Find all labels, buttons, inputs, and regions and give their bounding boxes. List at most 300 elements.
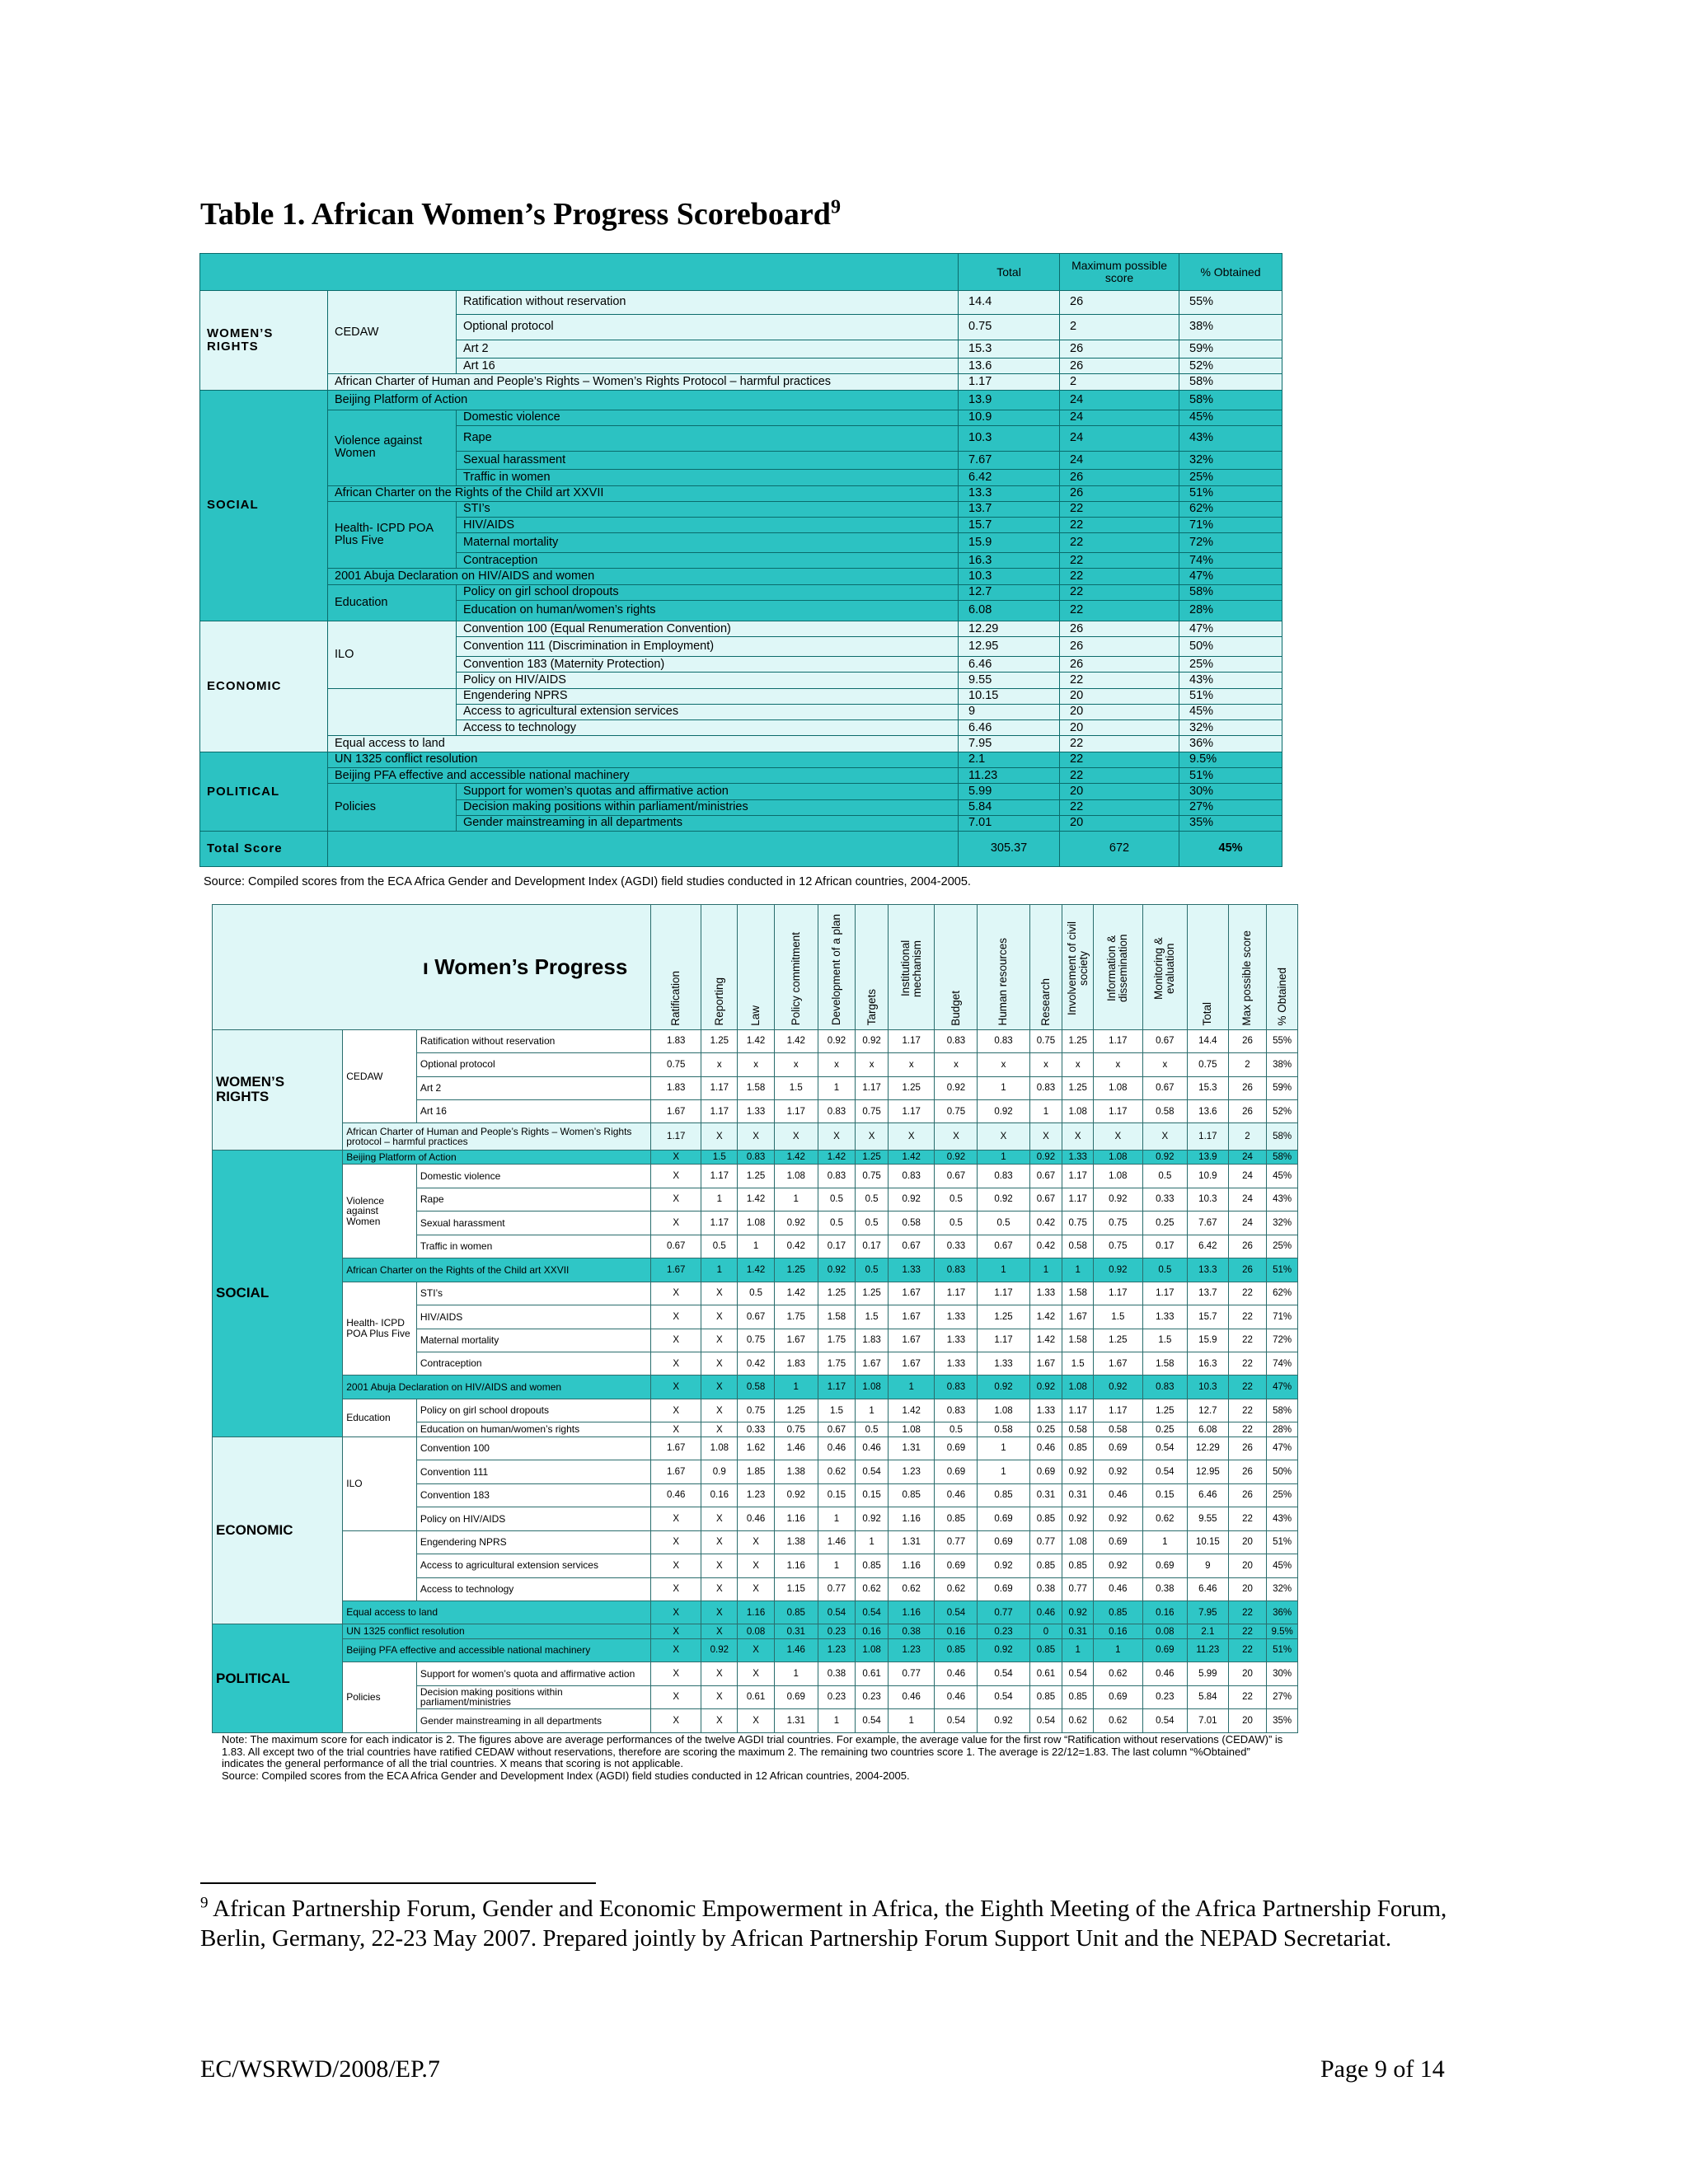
score-cell: 22: [1228, 1685, 1266, 1708]
row-label: African Charter on the Rights of the Child art XXVII: [328, 485, 959, 501]
percent-obtained: 55%: [1179, 291, 1282, 315]
score-cell: 0.83: [978, 1165, 1029, 1188]
table2-row: [213, 1662, 1298, 1685]
score-cell: 1.46: [774, 1436, 818, 1460]
score-cell: 28%: [1267, 1422, 1298, 1436]
score-cell: 6.08: [1187, 1422, 1228, 1436]
score-cell: 1.08: [1094, 1165, 1143, 1188]
max-score-value: 24: [1060, 410, 1179, 425]
score-cell: 5.84: [1187, 1685, 1228, 1708]
score-cell: x: [978, 1053, 1029, 1076]
score-cell: 0.61: [856, 1662, 889, 1685]
score-cell: 0.46: [818, 1436, 855, 1460]
column-header: % Obtained: [1179, 254, 1282, 291]
score-cell: 0.16: [1094, 1624, 1143, 1638]
table2-title: ı Women’s Progress: [213, 905, 651, 1030]
score-cell: 1.83: [856, 1329, 889, 1352]
score-cell: x: [1062, 1053, 1094, 1076]
score-cell: X: [651, 1601, 701, 1624]
percent-obtained: 9.5%: [1179, 752, 1282, 767]
score-cell: 0.54: [1029, 1709, 1062, 1733]
score-cell: X: [701, 1685, 738, 1708]
score-cell: 0.62: [889, 1577, 935, 1601]
row-label: Art 16: [416, 1099, 650, 1122]
score-cell: X: [651, 1624, 701, 1638]
score-cell: 0.61: [738, 1685, 774, 1708]
score-cell: 12.7: [1187, 1399, 1228, 1422]
score-cell: 1.33: [935, 1305, 978, 1329]
score-cell: 74%: [1267, 1352, 1298, 1376]
table1-row: [200, 688, 1282, 704]
score-cell: 30%: [1267, 1662, 1298, 1685]
total-value: 7.01: [959, 815, 1060, 831]
score-cell: 1.31: [889, 1436, 935, 1460]
score-cell: x: [701, 1053, 738, 1076]
score-cell: x: [856, 1053, 889, 1076]
row-label: Support for women’s quota and affirmative action: [416, 1662, 650, 1685]
score-cell: 0.85: [1029, 1685, 1062, 1708]
score-cell: x: [818, 1053, 855, 1076]
percent-obtained: 62%: [1179, 501, 1282, 517]
score-cell: 45%: [1267, 1165, 1298, 1188]
percent-obtained: 32%: [1179, 720, 1282, 736]
score-cell: 71%: [1267, 1305, 1298, 1329]
total-value: 10.3: [959, 569, 1060, 584]
score-cell: 1.33: [1062, 1150, 1094, 1164]
percent-obtained: 32%: [1179, 451, 1282, 470]
score-cell: 0.5: [935, 1212, 978, 1235]
score-cell: 0.5: [818, 1188, 855, 1211]
score-cell: 1.46: [774, 1638, 818, 1661]
score-cell: x: [935, 1053, 978, 1076]
score-cell: X: [701, 1577, 738, 1601]
score-cell: x: [1142, 1053, 1187, 1076]
score-cell: 1: [818, 1554, 855, 1577]
score-cell: 0.77: [818, 1577, 855, 1601]
table1-row: [200, 374, 1282, 390]
score-cell: 1.17: [774, 1099, 818, 1122]
max-score-value: 22: [1060, 752, 1179, 767]
score-cell: 0.75: [1094, 1235, 1143, 1258]
score-cell: 0.85: [935, 1507, 978, 1530]
row-label: Beijing PFA effective and accessible national machinery: [343, 1638, 651, 1661]
score-cell: 0.16: [701, 1483, 738, 1507]
percent-obtained: 27%: [1179, 799, 1282, 815]
total-value: 13.6: [959, 359, 1060, 374]
row-label: Policy on girl school dropouts: [416, 1399, 650, 1422]
score-cell: X: [701, 1530, 738, 1554]
score-cell: 0.92: [818, 1029, 855, 1052]
score-cell: 9.55: [1187, 1507, 1228, 1530]
total-blank: [328, 832, 959, 867]
score-cell: 1.75: [818, 1352, 855, 1376]
score-cell: 0.46: [738, 1507, 774, 1530]
score-cell: 52%: [1267, 1099, 1298, 1122]
table1-row: [200, 410, 1282, 425]
score-cell: 0.62: [856, 1577, 889, 1601]
score-cell: 0.67: [1142, 1076, 1187, 1099]
total-value: 9: [959, 704, 1060, 719]
score-cell: 0.83: [935, 1376, 978, 1399]
table2-row: [213, 1150, 1298, 1164]
score-cell: 1: [978, 1258, 1029, 1282]
score-cell: x: [889, 1053, 935, 1076]
score-cell: 7.67: [1187, 1212, 1228, 1235]
score-cell: 14.4: [1187, 1029, 1228, 1052]
score-cell: 43%: [1267, 1507, 1298, 1530]
score-cell: 0.92: [701, 1638, 738, 1661]
group-label: Health- ICPD POA Plus Five: [343, 1282, 417, 1376]
column-header-text: Monitoring & evaluation: [1152, 936, 1177, 1000]
score-cell: 1.17: [701, 1076, 738, 1099]
score-cell: X: [701, 1709, 738, 1733]
score-cell: 0.75: [856, 1165, 889, 1188]
score-cell: 1.25: [1142, 1399, 1187, 1422]
score-cell: 0.67: [651, 1235, 701, 1258]
percent-obtained: 58%: [1179, 584, 1282, 600]
score-cell: 1.38: [774, 1460, 818, 1483]
score-cell: 0.85: [1094, 1601, 1143, 1624]
score-cell: X: [701, 1329, 738, 1352]
score-cell: 1.42: [889, 1150, 935, 1164]
score-cell: 13.9: [1187, 1150, 1228, 1164]
score-cell: 10.3: [1187, 1188, 1228, 1211]
score-cell: 0.62: [818, 1460, 855, 1483]
table2-row: [213, 1123, 1298, 1151]
row-label: Gender mainstreaming in all departments: [416, 1709, 650, 1733]
document-symbol: EC/WSRWD/2008/EP.7: [200, 2055, 440, 2083]
score-cell: 0.69: [935, 1436, 978, 1460]
score-cell: 1.67: [889, 1305, 935, 1329]
score-cell: 1.25: [818, 1282, 855, 1305]
row-label: Maternal mortality: [457, 533, 959, 553]
table1-row: [200, 736, 1282, 752]
max-score-value: 20: [1060, 784, 1179, 799]
row-label: Ratification without reservation: [416, 1029, 650, 1052]
score-cell: 1.31: [889, 1530, 935, 1554]
max-score-value: 22: [1060, 673, 1179, 688]
detailed-table-body: [213, 905, 1298, 1733]
score-cell: 0.5: [738, 1282, 774, 1305]
total-value: 6.46: [959, 657, 1060, 673]
score-cell: 1.25: [774, 1258, 818, 1282]
table-title: Table 1. African Women’s Progress Scoreboard$^9$: [200, 196, 841, 232]
score-cell: 1.08: [701, 1436, 738, 1460]
score-cell: 0.23: [1142, 1685, 1187, 1708]
score-cell: 0.92: [1062, 1601, 1094, 1624]
max-score-value: 22: [1060, 533, 1179, 553]
table2-source: Source: Compiled scores from the ECA Africa Gender and Development Index (AGDI) field studies conducted in 12 African countries, 2004-2005.: [222, 1769, 910, 1782]
score-cell: 24: [1228, 1212, 1266, 1235]
score-cell: x: [774, 1053, 818, 1076]
score-cell: 1.83: [774, 1352, 818, 1376]
score-cell: 62%: [1267, 1282, 1298, 1305]
row-label: Optional protocol: [457, 314, 959, 340]
score-cell: 0.58: [978, 1422, 1029, 1436]
score-cell: 0.92: [818, 1258, 855, 1282]
score-cell: X: [701, 1376, 738, 1399]
score-cell: X: [701, 1399, 738, 1422]
score-cell: 24: [1228, 1165, 1266, 1188]
score-cell: 0.25: [1142, 1212, 1187, 1235]
table1-row: [200, 569, 1282, 584]
score-cell: 1: [1029, 1258, 1062, 1282]
score-cell: 51%: [1267, 1638, 1298, 1661]
score-cell: X: [701, 1422, 738, 1436]
score-cell: 1.33: [1142, 1305, 1187, 1329]
group-label: Violence against Women: [328, 410, 457, 485]
score-cell: 1: [1062, 1258, 1094, 1282]
score-cell: 0.5: [935, 1188, 978, 1211]
max-score-value: 20: [1060, 720, 1179, 736]
max-score-value: 26: [1060, 340, 1179, 359]
score-cell: 1.25: [1062, 1076, 1094, 1099]
score-cell: 1.23: [818, 1638, 855, 1661]
score-cell: 25%: [1267, 1483, 1298, 1507]
score-cell: 1.67: [651, 1258, 701, 1282]
row-label: Engendering NPRS: [416, 1530, 650, 1554]
score-cell: 0.85: [1029, 1507, 1062, 1530]
total-value: 10.15: [959, 688, 1060, 704]
score-cell: 0.77: [1029, 1530, 1062, 1554]
percent-obtained: 36%: [1179, 736, 1282, 752]
score-cell: 0.46: [1142, 1662, 1187, 1685]
group-label: Policies: [343, 1662, 417, 1733]
score-cell: 0.58: [889, 1212, 935, 1235]
percent-obtained: 51%: [1179, 688, 1282, 704]
score-cell: 7.95: [1187, 1601, 1228, 1624]
total-value: 15.9: [959, 533, 1060, 553]
score-cell: X: [651, 1554, 701, 1577]
score-cell: 0.5: [856, 1258, 889, 1282]
score-cell: 0.67: [738, 1305, 774, 1329]
score-cell: 0.92: [978, 1188, 1029, 1211]
score-cell: 1.62: [738, 1436, 774, 1460]
score-cell: 22: [1228, 1601, 1266, 1624]
score-cell: 6.42: [1187, 1235, 1228, 1258]
group-label: [343, 1530, 417, 1601]
row-label: 2001 Abuja Declaration on HIV/AIDS and women: [328, 569, 959, 584]
score-cell: X: [651, 1399, 701, 1422]
column-header: [1228, 905, 1266, 1030]
section-label: ECONOMIC: [213, 1436, 343, 1624]
table2-note: Note: The maximum score for each indicator is 2. The figures above are average performances of the twelve AGDI trial countries. For example, the average value for the first row “Ratification without reservations (CEDAW)” is 1.83. All except two of the trial countries have ratified CEDAW without reservations, therefore are scoring the maximum 2. The remaining two countries score 1. The average is 22/12=1.83. The last column “%Obtained” indicates the general performance of all the trial countries. X means that scoring is not applicable.: [222, 1733, 1283, 1770]
table1-row: [200, 767, 1282, 783]
score-cell: X: [738, 1638, 774, 1661]
table1-row: [200, 584, 1282, 600]
row-label: Beijing PFA effective and accessible national machinery: [328, 767, 959, 783]
score-cell: 1.08: [1062, 1530, 1094, 1554]
score-cell: 35%: [1267, 1709, 1298, 1733]
footnote: [200, 1894, 1494, 1954]
score-cell: 0.15: [856, 1483, 889, 1507]
score-cell: 1.42: [738, 1258, 774, 1282]
score-cell: 1: [978, 1436, 1029, 1460]
score-cell: 0.92: [1142, 1150, 1187, 1164]
percent-obtained: 30%: [1179, 784, 1282, 799]
score-cell: 26: [1228, 1460, 1266, 1483]
score-cell: 0.5: [1142, 1165, 1187, 1188]
score-cell: 22: [1228, 1422, 1266, 1436]
score-cell: 0.16: [856, 1624, 889, 1638]
score-cell: 45%: [1267, 1554, 1298, 1577]
row-label: African Charter of Human and People’s Rights – Women’s Rights protocol – harmful practices: [343, 1123, 651, 1151]
score-cell: 1.17: [651, 1123, 701, 1151]
score-cell: 12.29: [1187, 1436, 1228, 1460]
score-cell: 32%: [1267, 1577, 1298, 1601]
column-header-text: Information & dissemination: [1105, 934, 1130, 1002]
score-cell: 13.6: [1187, 1099, 1228, 1122]
max-score-value: 20: [1060, 815, 1179, 831]
row-label: Access to agricultural extension services: [457, 704, 959, 719]
score-cell: 0.5: [818, 1212, 855, 1235]
score-cell: 2.1: [1187, 1624, 1228, 1638]
score-cell: 0.15: [1142, 1483, 1187, 1507]
total-value: 5.99: [959, 784, 1060, 799]
total-value: 6.46: [959, 720, 1060, 736]
max-score-value: 22: [1060, 584, 1179, 600]
total-score-label: Total Score: [200, 832, 328, 867]
score-cell: 13.3: [1187, 1258, 1228, 1282]
score-cell: 0.08: [1142, 1624, 1187, 1638]
score-cell: 24: [1228, 1188, 1266, 1211]
score-cell: x: [1029, 1053, 1062, 1076]
grand-max: 672: [1060, 832, 1179, 867]
score-cell: 22: [1228, 1282, 1266, 1305]
score-cell: 1.25: [1062, 1029, 1094, 1052]
score-cell: 10.9: [1187, 1165, 1228, 1188]
score-cell: 0.83: [738, 1150, 774, 1164]
score-cell: 0.92: [889, 1188, 935, 1211]
score-cell: 1: [856, 1530, 889, 1554]
score-cell: 0.33: [738, 1422, 774, 1436]
score-cell: 0.67: [1029, 1165, 1062, 1188]
score-cell: 0.69: [1142, 1638, 1187, 1661]
score-cell: 0.92: [1094, 1188, 1143, 1211]
score-cell: 0.5: [978, 1212, 1029, 1235]
score-cell: 22: [1228, 1624, 1266, 1638]
score-cell: 1.08: [1062, 1099, 1094, 1122]
score-cell: 72%: [1267, 1329, 1298, 1352]
header-blank: [200, 254, 959, 291]
score-cell: X: [651, 1662, 701, 1685]
score-cell: 0.16: [935, 1624, 978, 1638]
row-label: Access to technology: [416, 1577, 650, 1601]
score-cell: 51%: [1267, 1258, 1298, 1282]
score-cell: 0.46: [889, 1685, 935, 1708]
row-label: Education on human/women’s rights: [457, 601, 959, 621]
score-cell: 2: [1228, 1123, 1266, 1151]
score-cell: X: [889, 1123, 935, 1151]
score-cell: 0.31: [1062, 1624, 1094, 1638]
score-cell: 0.85: [1062, 1436, 1094, 1460]
score-cell: 20: [1228, 1662, 1266, 1685]
score-cell: 0.25: [1142, 1422, 1187, 1436]
group-label: ILO: [328, 621, 457, 688]
score-cell: 1.58: [738, 1076, 774, 1099]
score-cell: 1.17: [1187, 1123, 1228, 1151]
row-label: Rape: [457, 425, 959, 451]
score-cell: 11.23: [1187, 1638, 1228, 1661]
row-label: Gender mainstreaming in all departments: [457, 815, 959, 831]
percent-obtained: 52%: [1179, 359, 1282, 374]
score-cell: 0.67: [818, 1422, 855, 1436]
percent-obtained: 58%: [1179, 374, 1282, 390]
column-header-text: Research: [1039, 977, 1052, 1026]
table2-notes: [222, 1734, 1293, 1782]
score-cell: 1.67: [856, 1352, 889, 1376]
column-header-text: % Obtained: [1275, 968, 1288, 1026]
total-value: 10.9: [959, 410, 1060, 425]
table2-header-row: [213, 905, 1298, 1030]
row-label: Access to technology: [457, 720, 959, 736]
table2-row: [213, 1258, 1298, 1282]
score-cell: 0.83: [818, 1165, 855, 1188]
row-label: Convention 183: [416, 1483, 650, 1507]
score-cell: X: [978, 1123, 1029, 1151]
score-cell: 0.67: [935, 1165, 978, 1188]
score-cell: X: [701, 1662, 738, 1685]
max-score-value: 24: [1060, 451, 1179, 470]
score-cell: 0.75: [935, 1099, 978, 1122]
row-label: Sexual harassment: [457, 451, 959, 470]
max-score-value: 26: [1060, 291, 1179, 315]
percent-obtained: 43%: [1179, 425, 1282, 451]
row-label: Ratification without reservation: [457, 291, 959, 315]
row-label: UN 1325 conflict resolution: [343, 1624, 651, 1638]
score-cell: 1.17: [1094, 1399, 1143, 1422]
score-cell: 47%: [1267, 1436, 1298, 1460]
scoreboard-table-detailed: [212, 904, 1298, 1733]
row-label: Traffic in women: [457, 470, 959, 485]
score-cell: 1.58: [1062, 1329, 1094, 1352]
row-label: Traffic in women: [416, 1235, 650, 1258]
score-cell: 1.46: [818, 1530, 855, 1554]
percent-obtained: 51%: [1179, 485, 1282, 501]
score-cell: 1.83: [651, 1029, 701, 1052]
max-score-value: 22: [1060, 601, 1179, 621]
score-cell: 22: [1228, 1305, 1266, 1329]
score-cell: 0: [1029, 1624, 1062, 1638]
score-cell: 1.08: [1062, 1376, 1094, 1399]
score-cell: 7.01: [1187, 1709, 1228, 1733]
score-cell: 0.46: [856, 1436, 889, 1460]
percent-obtained: 50%: [1179, 637, 1282, 657]
score-cell: 55%: [1267, 1029, 1298, 1052]
score-cell: 1.08: [738, 1212, 774, 1235]
score-cell: X: [738, 1530, 774, 1554]
column-header-text: Max possible score: [1240, 930, 1254, 1026]
score-cell: 0.54: [856, 1601, 889, 1624]
score-cell: 0.31: [774, 1624, 818, 1638]
column-header-text: Ratification: [669, 970, 682, 1026]
score-cell: 0.38: [1142, 1577, 1187, 1601]
score-cell: 0.75: [1094, 1212, 1143, 1235]
column-header: [738, 905, 774, 1030]
footnote-number: 9: [200, 1894, 209, 1912]
score-cell: 0.16: [1142, 1601, 1187, 1624]
score-cell: 0.67: [1029, 1188, 1062, 1211]
table1-header-row: [200, 254, 1282, 291]
score-cell: X: [701, 1507, 738, 1530]
score-cell: 1.67: [1094, 1352, 1143, 1376]
score-cell: 1: [978, 1150, 1029, 1164]
score-cell: 32%: [1267, 1212, 1298, 1235]
score-cell: 1.16: [738, 1601, 774, 1624]
score-cell: 1.08: [889, 1422, 935, 1436]
score-cell: 1: [889, 1376, 935, 1399]
score-cell: 1.42: [774, 1029, 818, 1052]
